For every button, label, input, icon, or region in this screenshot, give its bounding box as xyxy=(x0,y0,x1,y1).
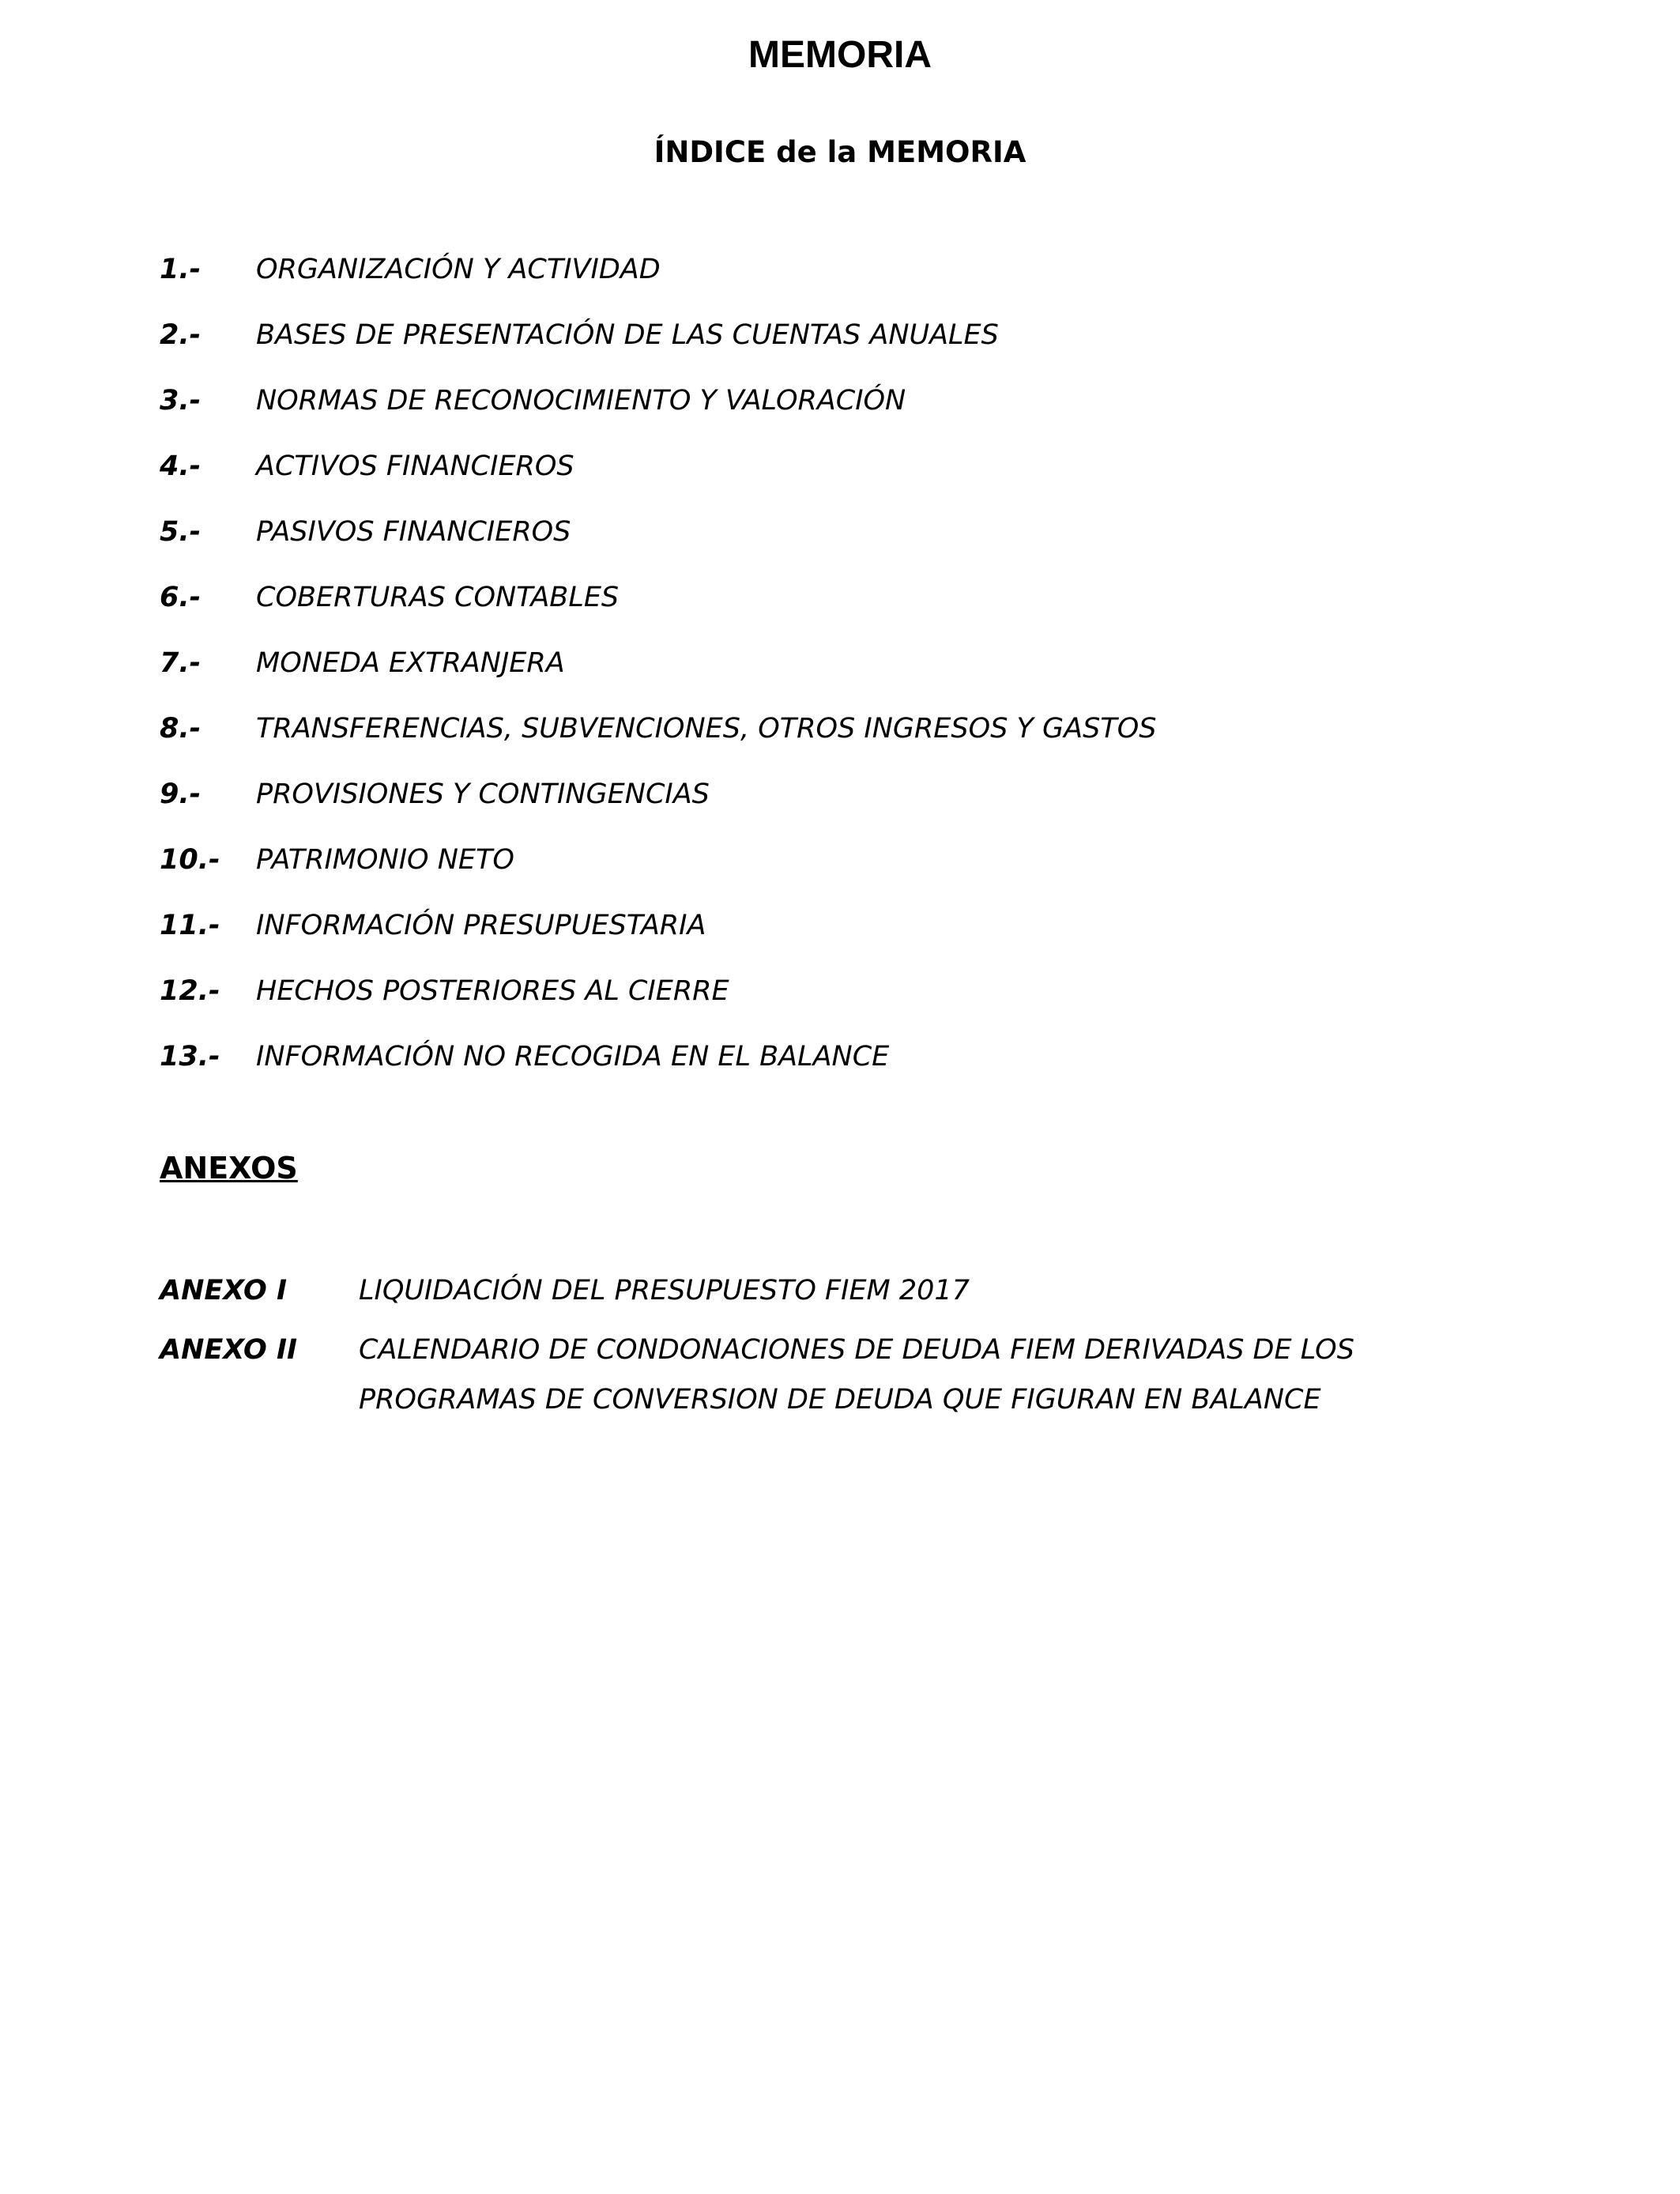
toc-item-8 xyxy=(160,709,1582,748)
toc-item-number: 12.- xyxy=(160,975,220,1007)
toc-item-number: 4.- xyxy=(160,450,202,482)
toc-item-text: MONEDA EXTRANJERA xyxy=(256,647,565,679)
toc-item-number: 8.- xyxy=(160,713,202,745)
toc-item-text: NORMAS DE RECONOCIMIENTO Y VALORACIÓN xyxy=(256,385,906,417)
toc-item-text: ACTIVOS FINANCIEROS xyxy=(256,450,574,482)
annexes-heading: ANEXOS xyxy=(160,1151,298,1186)
toc-item-text: PASIVOS FINANCIEROS xyxy=(256,516,571,548)
toc-item-13 xyxy=(160,1037,1582,1076)
toc-item-text: INFORMACIÓN NO RECOGIDA EN EL BALANCE xyxy=(256,1041,890,1072)
toc-item-number: 3.- xyxy=(160,385,202,417)
annex-code: ANEXO I xyxy=(160,1275,287,1306)
toc-item-number: 9.- xyxy=(160,778,202,810)
page-title: MEMORIA xyxy=(748,34,932,76)
toc-item-10 xyxy=(160,840,1582,880)
page-subtitle: ÍNDICE de la MEMORIA xyxy=(654,135,1026,169)
toc-item-number: 6.- xyxy=(160,582,202,613)
toc-item-text: PATRIMONIO NETO xyxy=(256,844,514,876)
toc-item-12 xyxy=(160,971,1582,1011)
toc-item-2 xyxy=(160,315,1582,355)
toc-item-number: 13.- xyxy=(160,1041,220,1072)
toc-item-text: PROVISIONES Y CONTINGENCIAS xyxy=(256,778,710,810)
toc-item-number: 10.- xyxy=(160,844,220,876)
toc-item-number: 2.- xyxy=(160,319,202,351)
toc-item-text: ORGANIZACIÓN Y ACTIVIDAD xyxy=(256,254,661,285)
toc-item-5 xyxy=(160,512,1582,552)
toc-item-number: 5.- xyxy=(160,516,202,548)
toc-item-text: INFORMACIÓN PRESUPUESTARIA xyxy=(256,910,706,941)
toc-item-text: TRANSFERENCIAS, SUBVENCIONES, OTROS INGRESOS Y GASTOS xyxy=(256,713,1157,745)
toc-item-3 xyxy=(160,381,1582,420)
toc-item-6 xyxy=(160,578,1582,617)
toc-item-number: 11.- xyxy=(160,910,220,941)
toc-item-number: 7.- xyxy=(160,647,202,679)
toc-item-text: BASES DE PRESENTACIÓN DE LAS CUENTAS ANUALES xyxy=(256,319,999,351)
toc-item-number: 1.- xyxy=(160,254,202,285)
toc-item-7 xyxy=(160,643,1582,683)
toc-item-11 xyxy=(160,906,1582,945)
toc-item-9 xyxy=(160,775,1582,814)
annex-text: LIQUIDACIÓN DEL PRESUPUESTO FIEM 2017 xyxy=(359,1275,970,1306)
toc-item-1 xyxy=(160,250,1582,289)
toc-item-text: HECHOS POSTERIORES AL CIERRE xyxy=(256,975,729,1007)
annex-text: CALENDARIO DE CONDONACIONES DE DEUDA FIEM DERIVADAS DE LOS PROGRAMAS DE CONVERSION DE DEUDA QUE FIGURAN EN BALANCE xyxy=(359,1334,1354,1416)
annex-code: ANEXO II xyxy=(160,1334,298,1366)
toc-item-4 xyxy=(160,447,1582,486)
toc-item-text: COBERTURAS CONTABLES xyxy=(256,582,620,613)
